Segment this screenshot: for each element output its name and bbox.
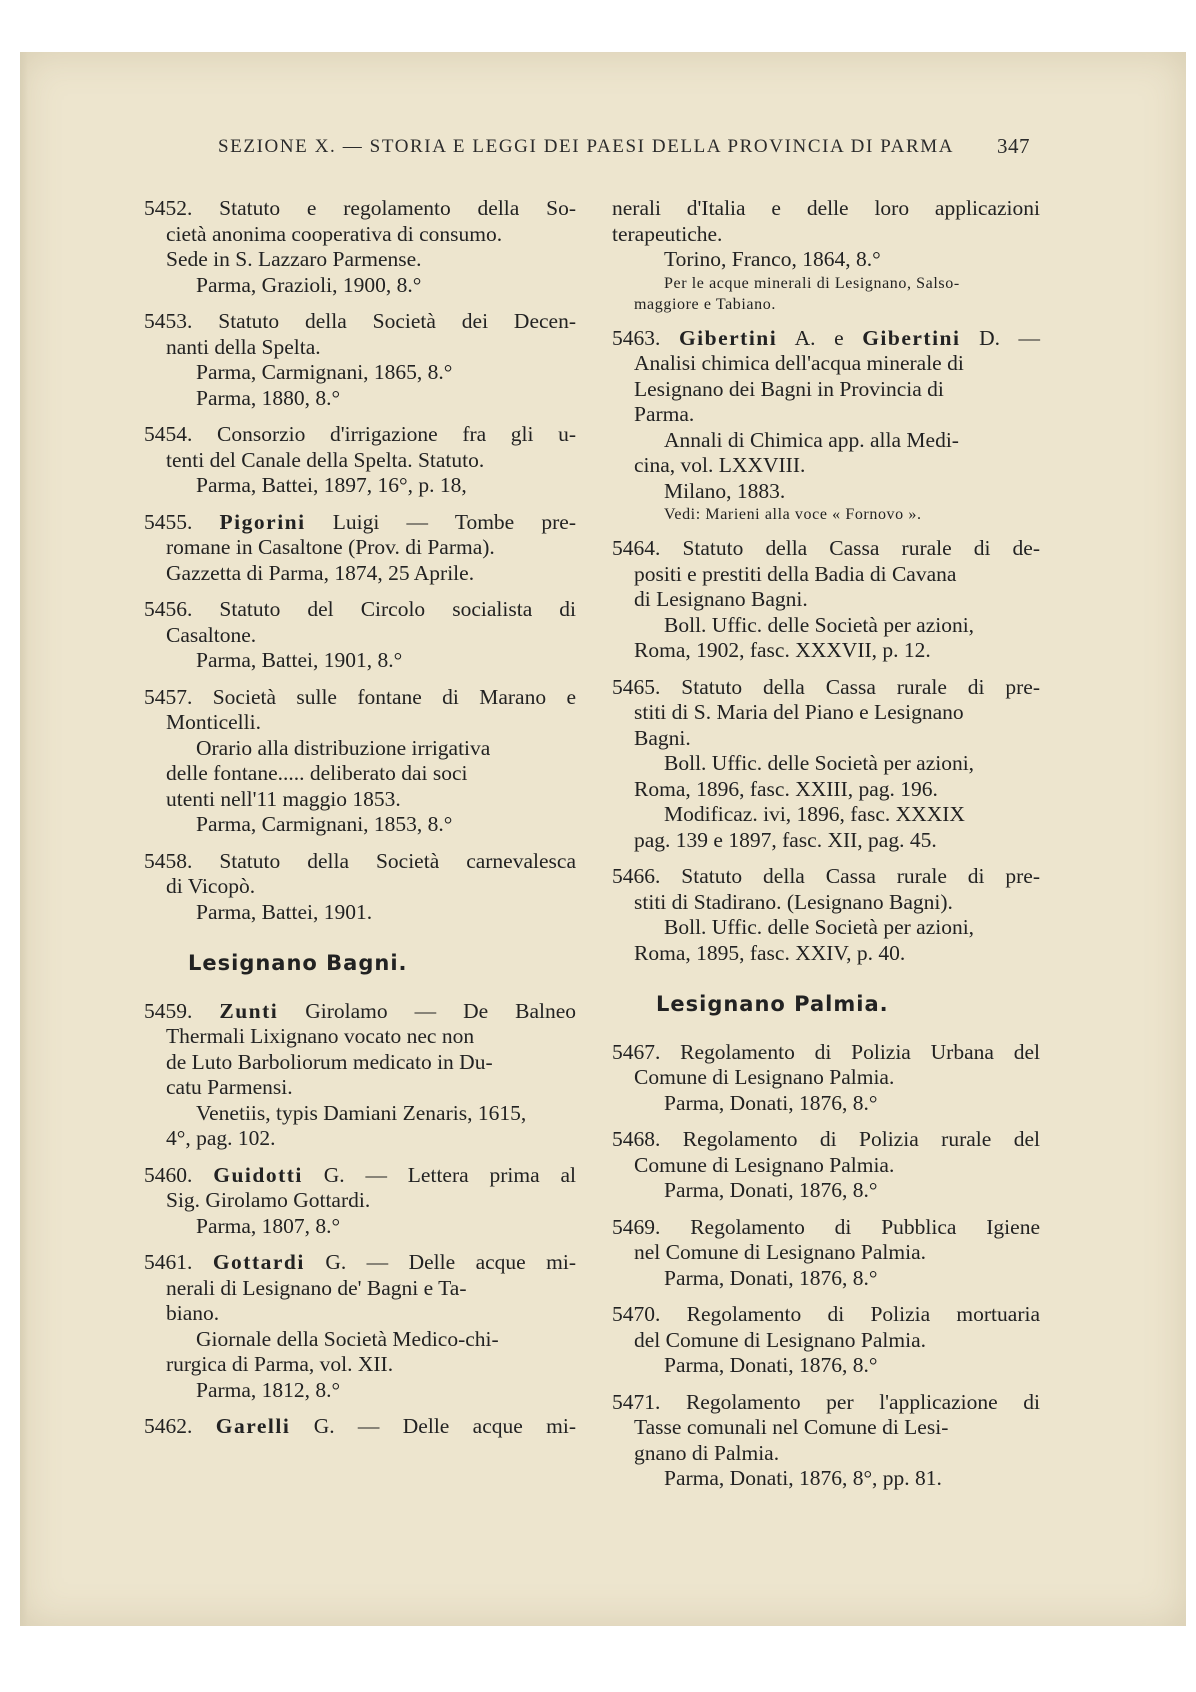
imprint: Parma, Battei, 1901. bbox=[196, 899, 373, 924]
entry-text: Girolamo — De Balneo bbox=[305, 998, 577, 1023]
entry-5466 bbox=[612, 864, 1040, 966]
imprint: Torino, Franco, 1864, 8.° bbox=[664, 247, 881, 271]
entry-text: G. — Delle acque mi- bbox=[313, 1414, 577, 1438]
entry-5453 bbox=[144, 309, 576, 411]
entry-line: delle fontane..... deliberato dai soci bbox=[166, 761, 468, 785]
entry-line: tenti del Canale della Spelta. Statuto. bbox=[166, 447, 485, 472]
author-name: Guidotti bbox=[213, 1162, 303, 1187]
running-title: SEZIONE X. — STORIA E LEGGI DEI PAESI DELLA PROVINCIA DI PARMA bbox=[218, 136, 955, 157]
imprint: Roma, 1896, fasc. XXIII, pag. 196. bbox=[634, 776, 938, 801]
entry-line: 5454. Consorzio d'irrigazione fra gli u- bbox=[144, 422, 576, 446]
entry-5455 bbox=[144, 510, 576, 587]
entry-line: 5453. Statuto della Società dei Decen- bbox=[144, 309, 576, 333]
author-name: Pigorini bbox=[219, 509, 306, 534]
entry-5459 bbox=[144, 999, 576, 1152]
entry-line: 5456. Statuto del Circolo socialista di bbox=[144, 597, 576, 621]
note: maggiore e Tabiano. bbox=[634, 295, 776, 313]
right-column bbox=[612, 196, 1040, 1503]
imprint: Parma, Grazioli, 1900, 8.° bbox=[196, 272, 422, 297]
entry-5465 bbox=[612, 675, 1040, 854]
imprint: Parma, Donati, 1876, 8°, pp. 81. bbox=[664, 1466, 942, 1490]
entry-line: Sig. Girolamo Gottardi. bbox=[166, 1188, 371, 1212]
entry-text: D. — bbox=[979, 325, 1041, 350]
entry-line: di Lesignano Bagni. bbox=[634, 587, 808, 611]
entry-line: Bagni. bbox=[634, 725, 691, 750]
entry-5471 bbox=[612, 1390, 1040, 1492]
entry-number: 5462. bbox=[144, 1414, 193, 1438]
entry-number: 5455. bbox=[144, 509, 193, 534]
entry-line: catu Parmensi. bbox=[166, 1075, 293, 1099]
author-name: Garelli bbox=[215, 1414, 291, 1438]
imprint: Parma, Donati, 1876, 8.° bbox=[664, 1265, 878, 1290]
entry-line bbox=[612, 326, 1040, 352]
entry-line: nerali d'Italia e delle loro applicazioni bbox=[612, 196, 1040, 220]
entry-5467 bbox=[612, 1040, 1040, 1117]
entry-number: 5460. bbox=[144, 1162, 193, 1187]
entry-text: A. e bbox=[794, 325, 844, 350]
author-name: Gibertini bbox=[862, 325, 961, 350]
author-name: Gottardi bbox=[212, 1250, 305, 1274]
entry-line: biano. bbox=[166, 1301, 220, 1325]
entry-line: 5465. Statuto della Cassa rurale di pre- bbox=[612, 674, 1040, 699]
entry-line: gnano di Palmia. bbox=[634, 1440, 780, 1465]
imprint: Parma, 1812, 8.° bbox=[196, 1377, 341, 1402]
entry-line bbox=[144, 999, 576, 1025]
entry-line: Casaltone. bbox=[166, 622, 257, 647]
entry-line: nel Comune di Lesignano Palmia. bbox=[634, 1240, 926, 1264]
entry-5461 bbox=[144, 1250, 576, 1403]
entry-text: Luigi — Tombe pre- bbox=[332, 509, 576, 534]
imprint: Venetiis, typis Damiani Zenaris, 1615, bbox=[196, 1100, 527, 1125]
entry-line bbox=[144, 1250, 576, 1276]
entry-line: Parma. bbox=[634, 402, 695, 426]
entry-line: utenti nell'11 maggio 1853. bbox=[166, 786, 401, 811]
entry-5470 bbox=[612, 1302, 1040, 1379]
entry-line: Gazzetta di Parma, 1874, 25 Aprile. bbox=[166, 560, 475, 585]
entry-number: 5461. bbox=[144, 1250, 193, 1274]
entry-line: 5471. Regolamento per l'applicazione di bbox=[612, 1389, 1040, 1414]
imprint: Parma, 1880, 8.° bbox=[196, 385, 341, 410]
entry-line: Annali di Chimica app. alla Medi- bbox=[664, 427, 959, 452]
author-name: Gibertini bbox=[678, 325, 778, 350]
page-number: 347 bbox=[997, 134, 1030, 158]
entry-line: de Luto Barboliorum medicato in Du- bbox=[166, 1049, 493, 1074]
entry-number: 5459. bbox=[144, 998, 193, 1023]
imprint: Boll. Uffic. delle Società per azioni, bbox=[664, 915, 975, 939]
section-heading: Lesignano Palmia. bbox=[656, 992, 889, 1016]
entry-line: stiti di Stadirano. (Lesignano Bagni). bbox=[634, 889, 953, 914]
entry-line: Sede in S. Lazzaro Parmense. bbox=[166, 247, 422, 271]
entry-line: Tasse comunali nel Comune di Lesi- bbox=[634, 1415, 949, 1439]
imprint: Roma, 1895, fasc. XXIV, p. 40. bbox=[634, 940, 906, 965]
entry-line: cina, vol. LXXVIII. bbox=[634, 453, 806, 477]
entry-line: 5466. Statuto della Cassa rurale di pre- bbox=[612, 864, 1040, 888]
entry-5463 bbox=[612, 326, 1040, 526]
imprint: pag. 139 e 1897, fasc. XII, pag. 45. bbox=[634, 827, 937, 852]
entry-line: 5457. Società sulle fontane di Marano e bbox=[144, 684, 576, 709]
author-name: Zunti bbox=[219, 998, 279, 1023]
entry-line: cietà anonima cooperativa di consumo. bbox=[166, 221, 503, 246]
section-heading: Lesignano Bagni. bbox=[188, 951, 408, 975]
entry-line bbox=[144, 1163, 576, 1189]
imprint: Parma, Carmignani, 1865, 8.° bbox=[196, 360, 453, 384]
running-header bbox=[218, 136, 1030, 158]
entry-5462 bbox=[144, 1414, 576, 1440]
imprint: Parma, 1807, 8.° bbox=[196, 1213, 341, 1238]
entry-line: di Vicopò. bbox=[166, 874, 256, 898]
entry-5460 bbox=[144, 1163, 576, 1240]
entry-line: nerali di Lesignano de' Bagni e Ta- bbox=[166, 1275, 467, 1300]
entry-line: Lesignano dei Bagni in Provincia di bbox=[634, 376, 944, 401]
entry-5468 bbox=[612, 1127, 1040, 1204]
left-column bbox=[144, 196, 576, 1451]
entry-line: stiti di S. Maria del Piano e Lesignano bbox=[634, 700, 964, 724]
imprint: Parma, Donati, 1876, 8.° bbox=[664, 1090, 878, 1115]
entry-line: 5470. Regolamento di Polizia mortuaria bbox=[612, 1302, 1040, 1326]
entry-line: Orario alla distribuzione irrigativa bbox=[196, 735, 491, 760]
imprint: Parma, Donati, 1876, 8.° bbox=[664, 1178, 878, 1202]
imprint: Modificaz. ivi, 1896, fasc. XXXIX bbox=[664, 802, 965, 826]
entry-5454 bbox=[144, 422, 576, 499]
imprint: Parma, Carmignani, 1853, 8.° bbox=[196, 812, 453, 836]
entry-line: Comune di Lesignano Palmia. bbox=[634, 1152, 895, 1177]
note: Per le acque minerali di Lesignano, Salso- bbox=[664, 274, 960, 292]
entry-5464 bbox=[612, 536, 1040, 664]
entry-5462-continued bbox=[612, 196, 1040, 315]
entry-line: Analisi chimica dell'acqua minerale di bbox=[634, 351, 964, 375]
entry-line: terapeutiche. bbox=[612, 221, 723, 246]
entry-line: romane in Casaltone (Prov. di Parma). bbox=[166, 535, 495, 559]
entry-line: nanti della Spelta. bbox=[166, 334, 321, 359]
entry-line: Monticelli. bbox=[166, 710, 261, 734]
entry-line: 5468. Regolamento di Polizia rurale del bbox=[612, 1127, 1040, 1151]
imprint: Parma, Donati, 1876, 8.° bbox=[664, 1353, 878, 1377]
entry-5456 bbox=[144, 597, 576, 674]
page-edge bbox=[20, 52, 28, 1626]
entry-line: positi e prestiti della Badia di Cavana bbox=[634, 561, 957, 586]
note: Vedi: Marieni alla voce « Fornovo ». bbox=[664, 506, 922, 523]
imprint: Parma, Battei, 1901, 8.° bbox=[196, 648, 403, 672]
entry-5469 bbox=[612, 1215, 1040, 1292]
entry-line: Giornale della Società Medico-chi- bbox=[196, 1326, 499, 1351]
entry-line: 5464. Statuto della Cassa rurale di de- bbox=[612, 536, 1040, 560]
entry-text: G. — Delle acque mi- bbox=[325, 1250, 577, 1274]
entry-text: G. — Lettera prima al bbox=[323, 1162, 577, 1187]
entry-line bbox=[144, 1414, 576, 1440]
imprint: Parma, Battei, 1897, 16°, p. 18, bbox=[196, 473, 467, 497]
entry-line: Thermali Lixignano vocato nec non bbox=[166, 1024, 475, 1048]
imprint: Boll. Uffic. delle Società per azioni, bbox=[664, 751, 975, 775]
entry-number: 5463. bbox=[612, 325, 661, 350]
imprint: Boll. Uffic. delle Società per azioni, bbox=[664, 612, 975, 637]
entry-line: Comune di Lesignano Palmia. bbox=[634, 1065, 895, 1089]
entry-line: del Comune di Lesignano Palmia. bbox=[634, 1327, 926, 1352]
entry-5458 bbox=[144, 849, 576, 926]
entry-line: 5458. Statuto della Società carnevalesca bbox=[144, 848, 576, 873]
entry-line: rurgica di Parma, vol. XII. bbox=[166, 1352, 394, 1376]
entry-5457 bbox=[144, 685, 576, 838]
entry-5452 bbox=[144, 196, 576, 298]
entry-line: 5452. Statuto e regolamento della So- bbox=[144, 196, 576, 220]
entry-line: 5467. Regolamento di Polizia Urbana del bbox=[612, 1039, 1040, 1064]
imprint: Roma, 1902, fasc. XXXVII, p. 12. bbox=[634, 638, 931, 662]
imprint: Milano, 1883. bbox=[664, 478, 786, 503]
entry-line bbox=[144, 510, 576, 536]
entry-line: 5469. Regolamento di Pubblica Igiene bbox=[612, 1214, 1040, 1239]
imprint: 4°, pag. 102. bbox=[166, 1126, 276, 1150]
